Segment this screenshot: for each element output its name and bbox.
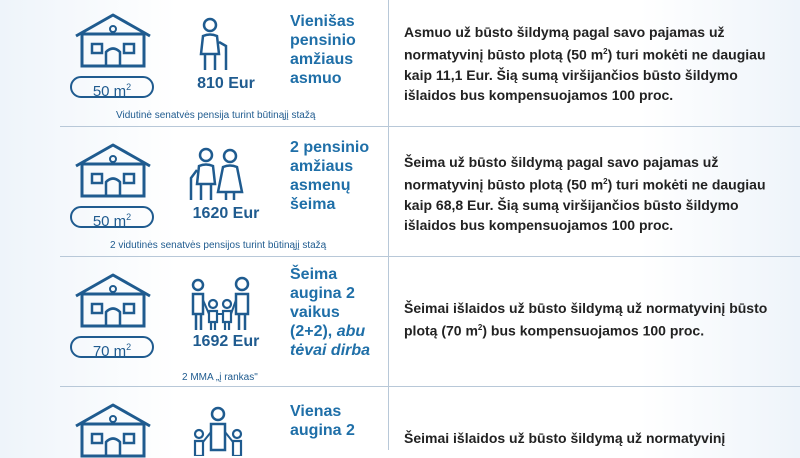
income-note: 2 MMA „į rankas" — [182, 372, 258, 383]
house-icon — [72, 142, 154, 198]
area-badge: 70 $m^2$ — [70, 336, 154, 358]
row-divider — [60, 256, 800, 257]
compensation-description: Šeimai išlaidos už būsto šildymą už normatyvinį — [404, 430, 726, 446]
elderly-person-icon — [186, 16, 242, 72]
income-amount: 1692 Eur — [192, 333, 260, 350]
income-note: Vidutinė senatvės pensija turint būtinąjį stažą — [116, 110, 316, 121]
compensation-description: Asmuo už būsto šildymą pagal savo pajamas už normatyvinį būsto plotą (50 $m^2$) turi mokėti ne daugiau kaip 11,1 Eur. Šią sumą viršijančios būsto šildymo išlaidos bus kompensuojamos 100 proc. — [404, 24, 766, 103]
house-icon — [72, 272, 154, 328]
household-label: Šeima augina 2 vaikus (2+2), abu tėvai dirba — [290, 266, 371, 359]
house-icon — [72, 12, 154, 68]
row-divider — [60, 126, 800, 127]
family-icon — [188, 276, 252, 332]
household-label: Vienas augina 2 — [290, 403, 355, 439]
elderly-couple-icon — [188, 146, 250, 202]
income-note: 2 vidutinės senatvės pensijos turint būtinąjį stažą — [110, 240, 327, 251]
column-divider — [388, 0, 389, 450]
row-divider — [60, 386, 800, 387]
single-parent-icon — [190, 406, 246, 456]
income-amount: 810 Eur — [197, 75, 255, 92]
household-label: Vienišas pensinio amžiaus asmuo — [290, 13, 356, 87]
compensation-description: Šeima už būsto šildymą pagal savo pajamas už normatyvinį būsto plotą (50 $m^2$) turi mokėti ne daugiau kaip 68,8 Eur. Šią sumą viršijančios būsto šildymo išlaidos bus kompensuojamos 100 proc. — [404, 154, 766, 233]
compensation-description: Šeimai išlaidos už būsto šildymą už normatyvinį būsto plotą (70 $m^2$) bus kompensuojamos 100 proc. — [404, 300, 768, 339]
area-badge: 50 $m^2$ — [70, 206, 154, 228]
household-label: 2 pensinio amžiaus asmenų šeima — [290, 139, 370, 213]
income-amount: 1620 Eur — [192, 205, 260, 222]
area-badge: 50 $m^2$ — [70, 76, 154, 98]
